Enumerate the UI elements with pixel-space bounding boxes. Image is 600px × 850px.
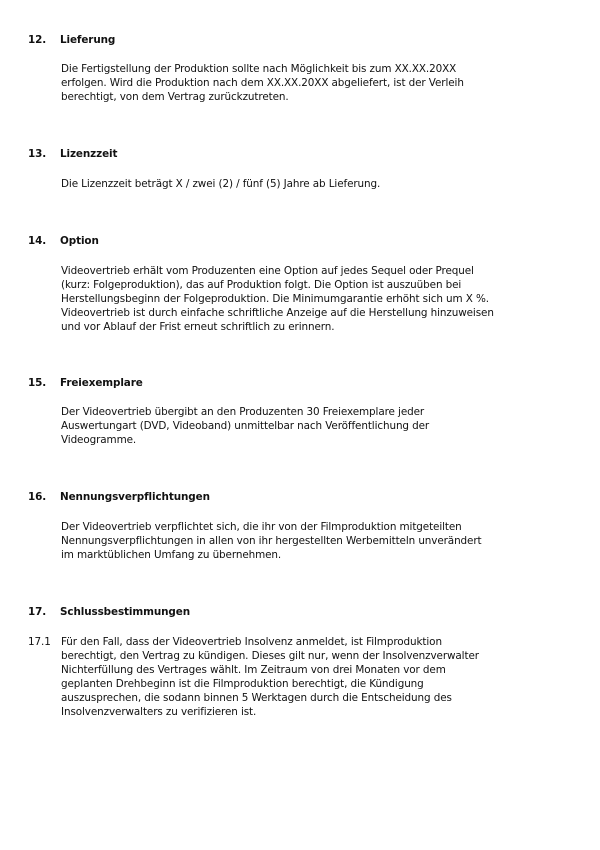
- paragraph-line: Herstellungsbeginn der Folgeproduktion. Die Minimumgarantie erhöht sich um X %.: [61, 293, 489, 305]
- section-title: Nennungsverpflichtungen: [60, 491, 210, 503]
- section-number: 13.: [28, 148, 47, 160]
- paragraph-line: (kurz: Folgeproduktion), das auf Produktion folgt. Die Option ist auszuüben bei: [61, 279, 462, 291]
- subsection-number: 17.1: [28, 636, 51, 648]
- paragraph-line: Videovertrieb ist durch einfache schriftliche Anzeige auf die Herstellung hinzuweisen: [61, 307, 494, 319]
- paragraph-line: im marktüblichen Umfang zu übernehmen.: [61, 549, 282, 561]
- section-heading: [28, 146, 117, 162]
- paragraph-line: Nennungsverpflichtungen in allen von ihr hergestellten Werbemitteln unverändert: [61, 535, 482, 547]
- section-heading: [28, 375, 143, 391]
- section-number: 17.: [28, 606, 47, 618]
- section-number: 12.: [28, 34, 47, 46]
- section-title: Lizenzzeit: [60, 148, 118, 160]
- paragraph-line: Auswertungart (DVD, Videoband) unmittelbar nach Veröffentlichung der: [61, 420, 430, 432]
- paragraph-line: Videovertrieb erhält vom Produzenten eine Option auf jedes Sequel oder Prequel: [61, 265, 474, 277]
- section-number: 15.: [28, 377, 47, 389]
- section-body: [61, 62, 561, 104]
- section-title: Schlussbestimmungen: [60, 606, 190, 618]
- section-heading: [28, 233, 99, 249]
- section-title: Option: [60, 235, 99, 247]
- paragraph-line: berechtigt, den Vertrag zu kündigen. Dieses gilt nur, wenn der Insolvenzverwalter: [61, 650, 479, 662]
- paragraph-line: erfolgen. Wird die Produktion nach dem XX.XX.20XX abgeliefert, ist der Verleih: [61, 77, 464, 89]
- section-body: [61, 405, 561, 447]
- paragraph-line: Der Videovertrieb verpflichtet sich, die ihr von der Filmproduktion mitgeteilten: [61, 521, 462, 533]
- paragraph-line: Die Fertigstellung der Produktion sollte nach Möglichkeit bis zum XX.XX.20XX: [61, 63, 457, 75]
- paragraph-line: auszusprechen, die sodann binnen 5 Werktagen durch die Entscheidung des: [61, 692, 452, 704]
- subsection-body: [61, 635, 561, 719]
- section-heading: [28, 32, 115, 48]
- paragraph-line: und vor Ablauf der Frist erneut schriftlich zu erinnern.: [61, 321, 335, 333]
- paragraph-line: geplanten Drehbeginn ist die Filmproduktion berechtigt, die Kündigung: [61, 678, 424, 690]
- paragraph-line: Der Videovertrieb übergibt an den Produzenten 30 Freiexemplare jeder: [61, 406, 425, 418]
- section-body: [61, 264, 561, 334]
- section-heading: [28, 489, 210, 505]
- section-number: 14.: [28, 235, 47, 247]
- section-number: 16.: [28, 491, 47, 503]
- paragraph-line: berechtigt, von dem Vertrag zurückzutreten.: [61, 91, 289, 103]
- paragraph-line: Insolvenzverwalters zu verifizieren ist.: [61, 706, 257, 718]
- section-body: [61, 520, 561, 562]
- section-heading: [28, 604, 190, 620]
- section-body: [61, 177, 561, 191]
- paragraph-line: Videogramme.: [61, 434, 137, 446]
- paragraph-line: Für den Fall, dass der Videovertrieb Insolvenz anmeldet, ist Filmproduktion: [61, 636, 442, 648]
- section-title: Lieferung: [60, 34, 116, 46]
- paragraph-line: Nichterfüllung des Vertrages wählt. Im Zeitraum von drei Monaten vor dem: [61, 664, 446, 676]
- paragraph-line: Die Lizenzzeit beträgt X / zwei (2) / fünf (5) Jahre ab Lieferung.: [61, 178, 381, 190]
- section-title: Freiexemplare: [60, 377, 143, 389]
